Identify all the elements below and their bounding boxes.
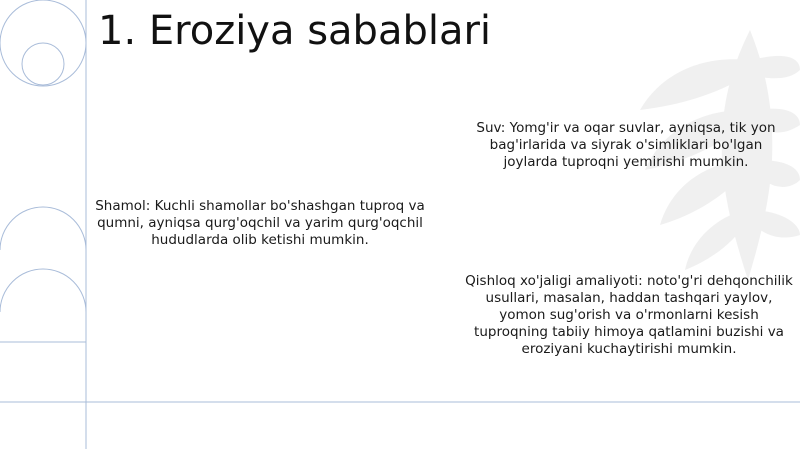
page-title: 1. Eroziya sabablari xyxy=(98,8,492,54)
small-circle-outline xyxy=(22,43,64,85)
upper-arch-outline xyxy=(0,207,86,449)
water-cause-text: Suv: Yomg'ir va oqar suvlar, ayniqsa, tik yon bag'irlarida va siyrak o'simliklari bo'lgan joylarda tuproqni yemirishi mumkin. xyxy=(476,120,776,170)
lower-arch-outline xyxy=(0,269,86,449)
wind-cause-text: Shamol: Kuchli shamollar bo'shashgan tuproq va qumni, ayniqsa qurg'oqchil va yarim qurg'oqchil hududlarda olib ketishi mumkin. xyxy=(95,198,425,248)
agriculture-cause-text: Qishloq xo'jaligi amaliyoti: noto'g'ri dehqonchilik usullari, masalan, haddan tashqari yaylov, yomon sug'orish va o'rmonlarni kesish tuproqning tabiiy himoya qatlamini buzishi va eroziyani kuchaytirishi mumkin. xyxy=(465,273,793,357)
